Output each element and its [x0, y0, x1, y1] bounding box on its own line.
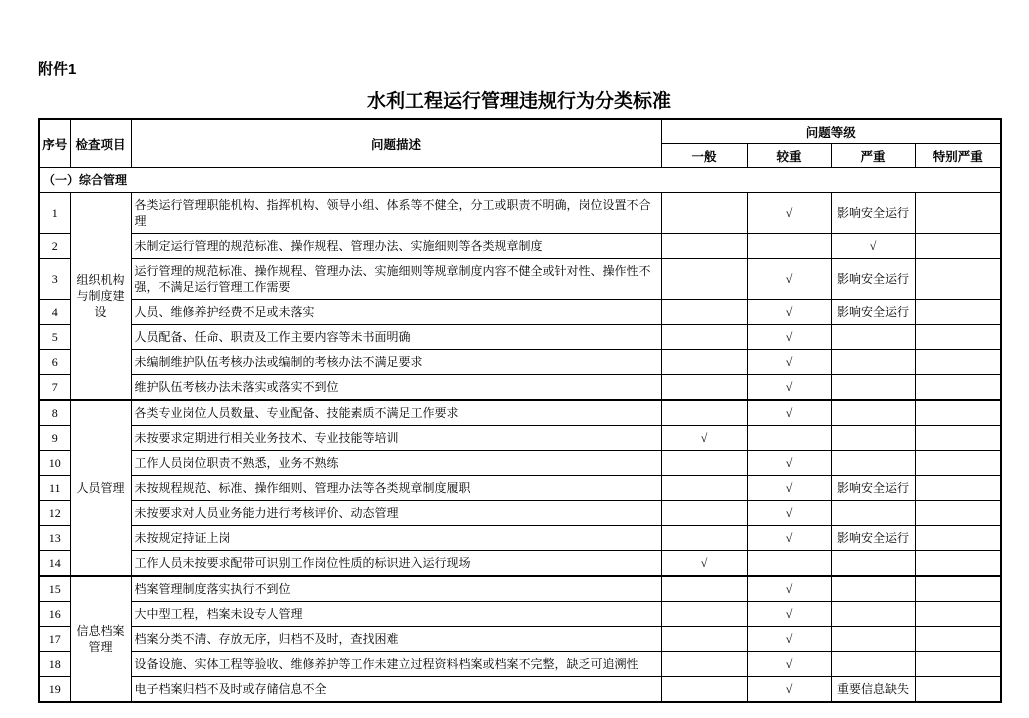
level-extreme-cell — [915, 350, 1001, 375]
level-severe-cell: 影响安全运行 — [831, 476, 915, 501]
level-moderate-cell — [747, 677, 831, 703]
level-severe-cell — [831, 426, 915, 451]
level-extreme-cell — [915, 193, 1001, 234]
level-severe-cell — [831, 234, 915, 259]
checkmark-icon: √ — [785, 531, 793, 545]
col-header-inspection-item: 检查项目 — [70, 119, 131, 168]
level-general-cell — [661, 602, 747, 627]
table-row — [39, 451, 1001, 476]
checkmark-icon: √ — [785, 380, 793, 394]
checkmark-icon: √ — [700, 431, 708, 445]
level-general-cell — [661, 234, 747, 259]
problem-description-cell: 运行管理的规范标准、操作规程、管理办法、实施细则等规章制度内容不健全或针对性、操作性不强，不满足运行管理工作需要 — [131, 259, 661, 300]
problem-description-cell: 未按要求定期进行相关业务技术、专业技能等培训 — [131, 426, 661, 451]
level-extreme-cell — [915, 576, 1001, 602]
level-extreme-cell — [915, 426, 1001, 451]
level-general-cell — [661, 300, 747, 325]
table-row — [39, 551, 1001, 577]
row-number: 19 — [39, 677, 70, 703]
row-number: 8 — [39, 400, 70, 426]
row-number: 5 — [39, 325, 70, 350]
level-extreme-cell — [915, 259, 1001, 300]
level-extreme-cell — [915, 526, 1001, 551]
level-severe-cell — [831, 627, 915, 652]
row-number: 10 — [39, 451, 70, 476]
table-row — [39, 375, 1001, 401]
level-moderate-cell — [747, 426, 831, 451]
level-extreme-cell — [915, 451, 1001, 476]
level-general-cell — [661, 375, 747, 401]
row-number: 17 — [39, 627, 70, 652]
row-number: 2 — [39, 234, 70, 259]
level-moderate-cell — [747, 451, 831, 476]
level-general-cell — [661, 400, 747, 426]
table-row — [39, 501, 1001, 526]
row-number: 6 — [39, 350, 70, 375]
level-moderate-cell — [747, 627, 831, 652]
checkmark-icon: √ — [785, 330, 793, 344]
level-moderate-cell — [747, 300, 831, 325]
problem-description-cell: 设备设施、实体工程等验收、维修养护等工作未建立过程资料档案或档案不完整，缺乏可追溯性 — [131, 652, 661, 677]
table-row — [39, 350, 1001, 375]
level-moderate-cell — [747, 193, 831, 234]
level-severe-cell: 重要信息缺失 — [831, 677, 915, 703]
level-general-cell — [661, 652, 747, 677]
problem-description-cell: 工作人员未按要求配带可识别工作岗位性质的标识进入运行现场 — [131, 551, 661, 577]
level-general-cell — [661, 426, 747, 451]
level-moderate-cell — [747, 400, 831, 426]
problem-description-cell: 未按规定持证上岗 — [131, 526, 661, 551]
table-row — [39, 325, 1001, 350]
table-row — [39, 602, 1001, 627]
problem-description-cell: 未制定运行管理的规范标准、操作规程、管理办法、实施细则等各类规章制度 — [131, 234, 661, 259]
inspection-item-cell: 组织机构与制度建设 — [70, 193, 131, 401]
table-row — [39, 627, 1001, 652]
level-general-cell — [661, 325, 747, 350]
level-severe-cell — [831, 451, 915, 476]
table-row — [39, 300, 1001, 325]
problem-description-cell: 档案分类不清、存放无序，归档不及时，查找困难 — [131, 627, 661, 652]
problem-description-cell: 维护队伍考核办法未落实或落实不到位 — [131, 375, 661, 401]
checkmark-icon: √ — [785, 657, 793, 671]
level-severe-cell: 影响安全运行 — [831, 259, 915, 300]
level-general-cell — [661, 350, 747, 375]
level-general-cell — [661, 259, 747, 300]
page-title: 水利工程运行管理违规行为分类标准 — [366, 91, 671, 112]
problem-description-cell: 未按要求对人员业务能力进行考核评价、动态管理 — [131, 501, 661, 526]
checkmark-icon: √ — [785, 582, 793, 596]
checkmark-icon: √ — [785, 682, 793, 696]
level-moderate-cell — [747, 551, 831, 577]
table-body — [39, 168, 1001, 703]
row-number: 16 — [39, 602, 70, 627]
row-number: 4 — [39, 300, 70, 325]
level-general-cell — [661, 193, 747, 234]
row-number: 7 — [39, 375, 70, 401]
row-number: 12 — [39, 501, 70, 526]
checkmark-icon: √ — [785, 206, 793, 220]
problem-description-cell: 未按规程规范、标准、操作细则、管理办法等各类规章制度履职 — [131, 476, 661, 501]
level-severe-cell — [831, 551, 915, 577]
row-number: 15 — [39, 576, 70, 602]
section-header: （一）综合管理 — [39, 168, 1001, 193]
table-row — [39, 426, 1001, 451]
level-extreme-cell — [915, 325, 1001, 350]
row-number: 11 — [39, 476, 70, 501]
checkmark-icon: √ — [785, 272, 793, 286]
level-moderate-cell — [747, 234, 831, 259]
problem-description-cell: 电子档案归档不及时或存储信息不全 — [131, 677, 661, 703]
table-row — [39, 476, 1001, 501]
level-extreme-cell — [915, 234, 1001, 259]
level-severe-cell: 影响安全运行 — [831, 526, 915, 551]
level-moderate-cell — [747, 501, 831, 526]
table-row — [39, 677, 1001, 703]
col-header-level-severe: 严重 — [831, 144, 915, 168]
level-extreme-cell — [915, 551, 1001, 577]
problem-description-cell: 各类运行管理职能机构、指挥机构、领导小组、体系等不健全，分工或职责不明确，岗位设置不合理 — [131, 193, 661, 234]
row-number: 3 — [39, 259, 70, 300]
table-row — [39, 576, 1001, 602]
level-moderate-cell — [747, 652, 831, 677]
level-extreme-cell — [915, 501, 1001, 526]
inspection-item-cell: 人员管理 — [70, 400, 131, 576]
checkmark-icon: √ — [785, 506, 793, 520]
level-moderate-cell — [747, 350, 831, 375]
level-extreme-cell — [915, 652, 1001, 677]
row-number: 13 — [39, 526, 70, 551]
level-extreme-cell — [915, 602, 1001, 627]
table-row — [39, 259, 1001, 300]
checkmark-icon: √ — [869, 239, 877, 253]
level-general-cell — [661, 451, 747, 476]
problem-description-cell: 工作人员岗位职责不熟悉，业务不熟练 — [131, 451, 661, 476]
level-general-cell — [661, 677, 747, 703]
table-header — [39, 119, 1001, 168]
table-row — [39, 234, 1001, 259]
problem-description-cell: 人员配备、任命、职责及工作主要内容等未书面明确 — [131, 325, 661, 350]
table-row — [39, 400, 1001, 426]
problem-description-cell: 未编制维护队伍考核办法或编制的考核办法不满足要求 — [131, 350, 661, 375]
level-general-cell — [661, 551, 747, 577]
col-header-problem-level-group: 问题等级 — [661, 119, 1001, 144]
level-moderate-cell — [747, 476, 831, 501]
checkmark-icon: √ — [785, 406, 793, 420]
level-moderate-cell — [747, 375, 831, 401]
level-extreme-cell — [915, 375, 1001, 401]
table-row — [39, 652, 1001, 677]
row-number: 1 — [39, 193, 70, 234]
col-header-index: 序号 — [39, 119, 70, 168]
level-general-cell — [661, 576, 747, 602]
level-moderate-cell — [747, 325, 831, 350]
level-general-cell — [661, 526, 747, 551]
level-extreme-cell — [915, 627, 1001, 652]
row-number: 14 — [39, 551, 70, 577]
row-number: 18 — [39, 652, 70, 677]
checkmark-icon: √ — [785, 632, 793, 646]
level-moderate-cell — [747, 576, 831, 602]
level-severe-cell — [831, 652, 915, 677]
level-general-cell — [661, 627, 747, 652]
level-moderate-cell — [747, 259, 831, 300]
level-extreme-cell — [915, 300, 1001, 325]
table-row — [39, 193, 1001, 234]
col-header-level-general: 一般 — [661, 144, 747, 168]
problem-description-cell: 大中型工程，档案未设专人管理 — [131, 602, 661, 627]
level-severe-cell — [831, 350, 915, 375]
level-moderate-cell — [747, 526, 831, 551]
problem-description-cell: 档案管理制度落实执行不到位 — [131, 576, 661, 602]
level-extreme-cell — [915, 677, 1001, 703]
level-severe-cell — [831, 576, 915, 602]
checkmark-icon: √ — [785, 607, 793, 621]
level-moderate-cell — [747, 602, 831, 627]
level-severe-cell — [831, 375, 915, 401]
checkmark-icon: √ — [785, 355, 793, 369]
inspection-item-cell: 信息档案管理 — [70, 576, 131, 702]
level-severe-cell — [831, 400, 915, 426]
attachment-label: 附件1 — [38, 61, 77, 78]
col-header-level-extreme: 特别严重 — [915, 144, 1001, 168]
section-header-row — [39, 168, 1001, 193]
level-severe-cell — [831, 602, 915, 627]
checkmark-icon: √ — [785, 305, 793, 319]
level-severe-cell: 影响安全运行 — [831, 300, 915, 325]
level-general-cell — [661, 476, 747, 501]
level-severe-cell — [831, 501, 915, 526]
checkmark-icon: √ — [785, 481, 793, 495]
col-header-level-moderate: 较重 — [747, 144, 831, 168]
level-extreme-cell — [915, 476, 1001, 501]
table-row — [39, 526, 1001, 551]
checkmark-icon: √ — [785, 456, 793, 470]
col-header-problem-description: 问题描述 — [131, 119, 661, 168]
problem-description-cell: 人员、维修养护经费不足或未落实 — [131, 300, 661, 325]
table-header-row-1 — [39, 119, 1001, 144]
level-general-cell — [661, 501, 747, 526]
checkmark-icon: √ — [700, 556, 708, 570]
level-severe-cell — [831, 325, 915, 350]
level-extreme-cell — [915, 400, 1001, 426]
level-severe-cell: 影响安全运行 — [831, 193, 915, 234]
row-number: 9 — [39, 426, 70, 451]
problem-description-cell: 各类专业岗位人员数量、专业配备、技能素质不满足工作要求 — [131, 400, 661, 426]
classification-table — [38, 118, 1002, 703]
